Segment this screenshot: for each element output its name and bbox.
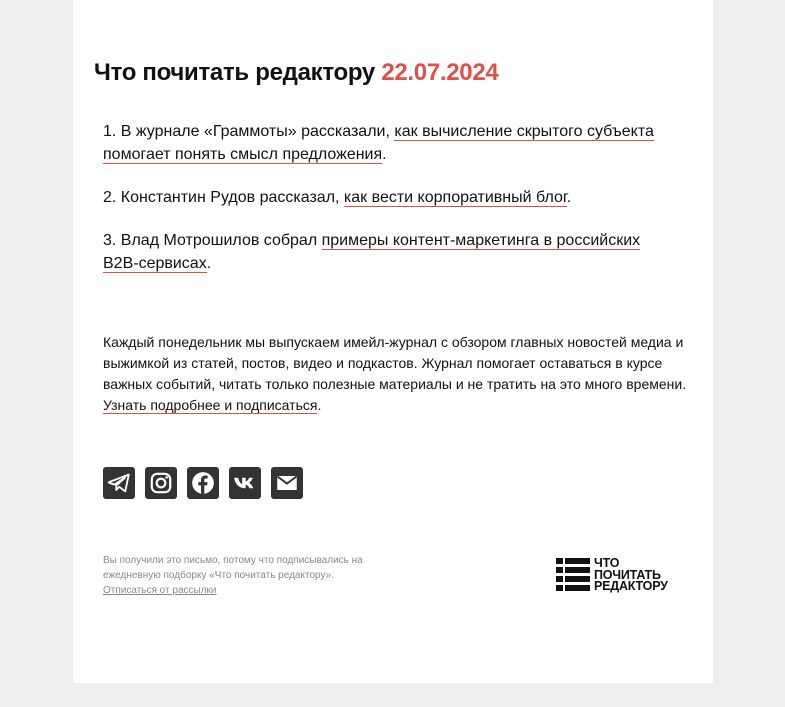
list-item bbox=[103, 229, 678, 275]
unsubscribe-link[interactable]: Отписаться от рассылки bbox=[103, 585, 217, 596]
logo-mark-icon bbox=[556, 558, 590, 592]
title-text: Что почитать редактору bbox=[94, 59, 375, 86]
list-item bbox=[103, 186, 678, 209]
logo bbox=[556, 558, 668, 593]
item-suffix: . bbox=[382, 146, 387, 163]
email-icon[interactable] bbox=[271, 467, 303, 499]
about-paragraph bbox=[103, 332, 688, 416]
logo-line: ЧТО bbox=[594, 556, 620, 570]
logo-text bbox=[594, 558, 668, 593]
article-link[interactable]: как вести корпоративный блог bbox=[343, 189, 567, 206]
footer-note bbox=[103, 553, 393, 598]
about-suffix: . bbox=[317, 397, 322, 413]
vk-icon[interactable] bbox=[229, 467, 261, 499]
instagram-icon[interactable] bbox=[145, 467, 177, 499]
social-links bbox=[103, 467, 303, 499]
subscribe-link[interactable]: Узнать подробнее и подписаться bbox=[103, 397, 318, 413]
email-card bbox=[73, 0, 713, 683]
article-link[interactable]: примеры контент-маркетинга в российских B2B-сервисах bbox=[103, 232, 641, 272]
footer-text: Вы получили это письмо, потому что подписывались на ежедневную подборку «Что почитать редактору». bbox=[103, 555, 363, 581]
article-list bbox=[103, 120, 678, 295]
about-text: Каждый понедельник мы выпускаем имейл-журнал с обзором главных новостей медиа и выжимкой из статей, постов, видео и подкастов. Журнал помогает оставаться в курсе важных событий, читать только полезные материалы и не тратить на это много времени. bbox=[103, 334, 687, 392]
article-link[interactable]: как вычисление скрытого субъекта помогает понять смысл предложения bbox=[103, 123, 654, 163]
item-text: 1. В журнале «Граммоты» рассказали, bbox=[103, 123, 395, 140]
item-text: 2. Константин Рудов рассказал, bbox=[103, 189, 344, 206]
logo-line: ПОЧИТАТЬ bbox=[594, 567, 661, 582]
item-text: 3. Влад Мотрошилов собрал bbox=[103, 232, 322, 249]
issue-date: 22.07.2024 bbox=[381, 59, 499, 86]
logo-line: РЕДАКТОРУ bbox=[594, 579, 668, 593]
facebook-icon[interactable] bbox=[187, 467, 219, 499]
page-title bbox=[94, 58, 498, 88]
item-suffix: . bbox=[206, 255, 212, 272]
list-item bbox=[103, 120, 678, 166]
telegram-icon[interactable] bbox=[103, 467, 135, 499]
item-suffix: . bbox=[566, 189, 572, 206]
